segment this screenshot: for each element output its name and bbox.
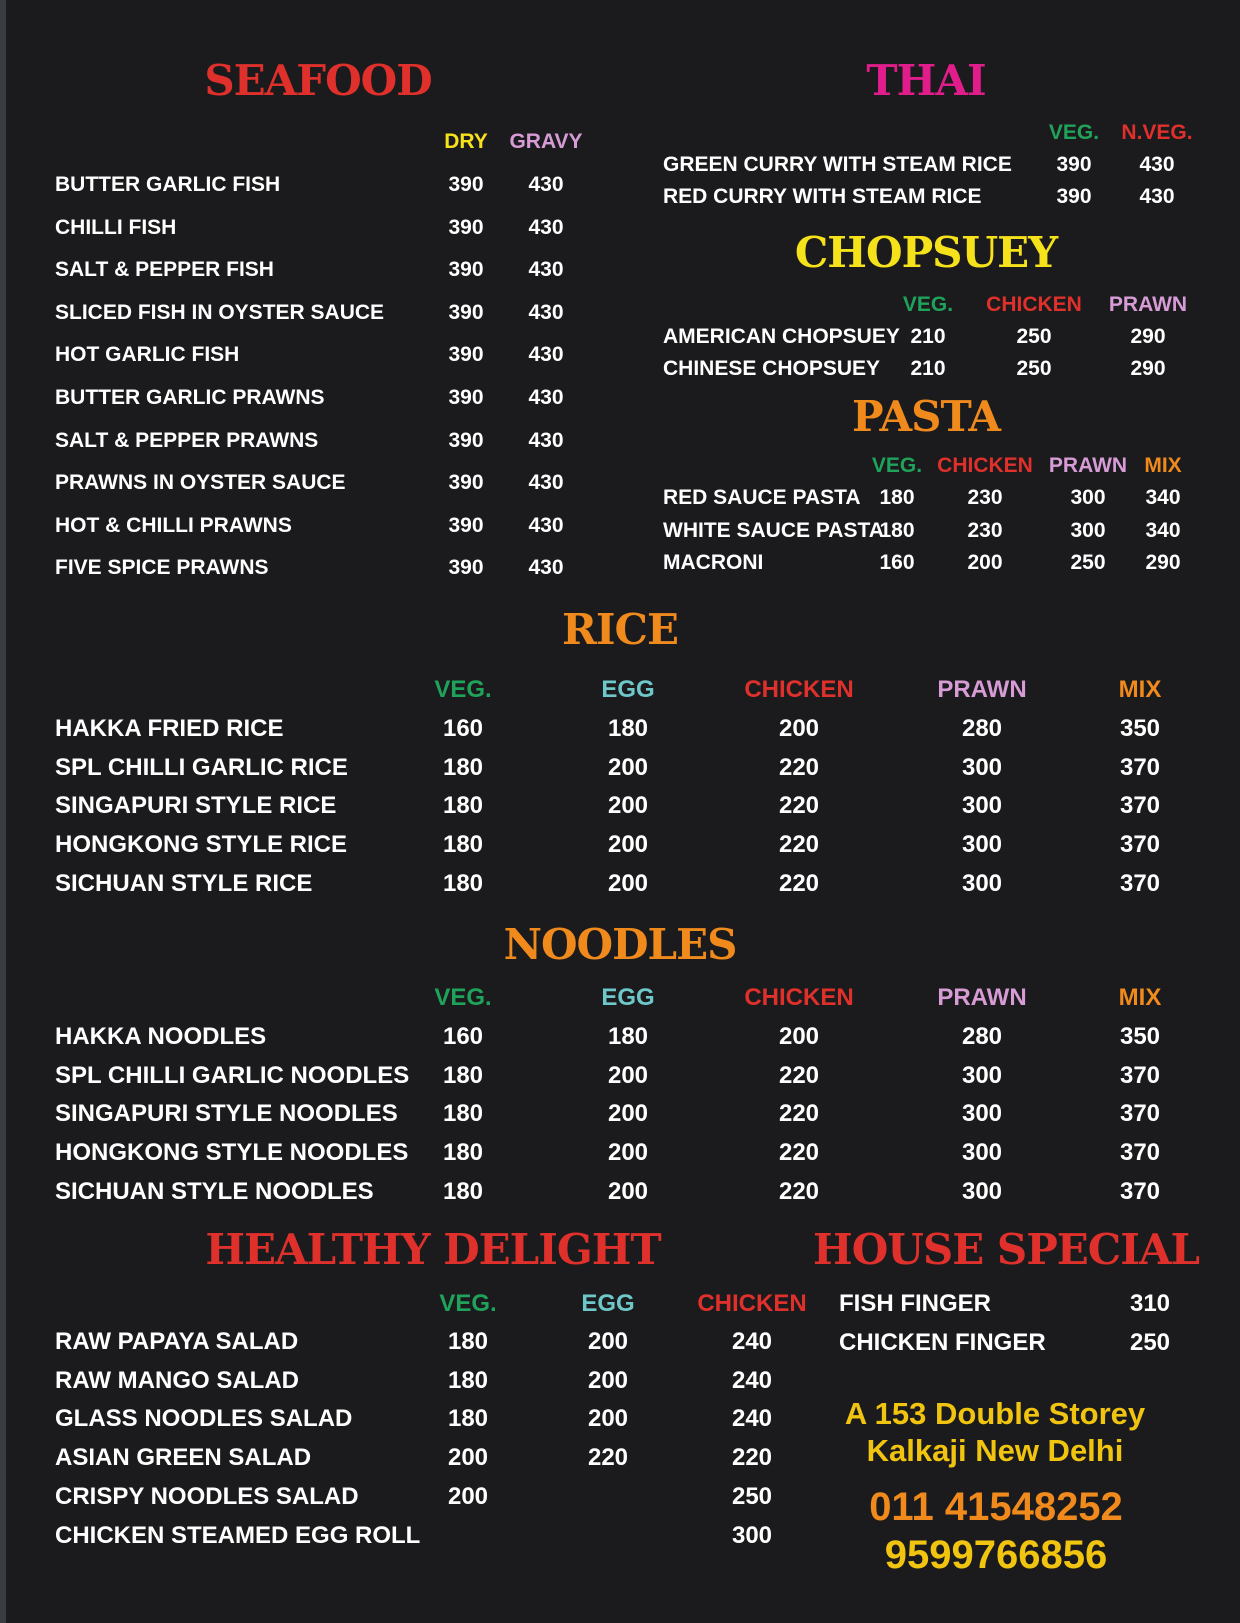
house-item-price: 310 (1129, 1290, 1171, 1317)
noodles-item-name: HONGKONG STYLE NOODLES (55, 1139, 409, 1167)
healthy-item-name: RAW MANGO SALAD (55, 1366, 299, 1394)
seafood-item-price: 430 (528, 215, 564, 239)
rice-item-price: 200 (607, 869, 649, 897)
seafood-item-price: 390 (448, 258, 484, 282)
noodles-column-header: CHICKEN (744, 984, 854, 1011)
thai-title: THAI (866, 56, 986, 105)
seafood-item-name: CHILLI FISH (55, 215, 177, 239)
healthy-item-price: 240 (731, 1328, 773, 1355)
noodles-item-price: 370 (1119, 1139, 1161, 1167)
seafood-item-name: BUTTER GARLIC PRAWNS (55, 386, 325, 409)
rice-item-price: 200 (778, 715, 820, 742)
healthy-item-price: 180 (447, 1366, 489, 1394)
rice-item-price: 280 (961, 715, 1003, 742)
rice-item-price: 300 (961, 792, 1003, 820)
seafood-item-price: 390 (448, 343, 484, 367)
pasta-item-price: 180 (879, 518, 915, 542)
noodles-item-name: SICHUAN STYLE NOODLES (55, 1177, 374, 1205)
seafood-item-price: 430 (528, 428, 564, 452)
seafood-item-name: HOT & CHILLI PRAWNS (55, 513, 292, 537)
seafood-item-price: 390 (448, 428, 484, 452)
seafood-item-price: 430 (528, 173, 564, 196)
seafood-column-header: DRY (444, 130, 488, 153)
noodles-item-price: 370 (1119, 1177, 1161, 1205)
seafood-item-name: SLICED FISH IN OYSTER SAUCE (55, 300, 385, 324)
healthy-column-header: CHICKEN (697, 1290, 807, 1317)
chopsuey-item-price: 210 (910, 325, 946, 348)
rice-item-price: 180 (442, 792, 484, 820)
house-item-name: FISH FINGER (839, 1290, 992, 1317)
rice-column-header: VEG. (434, 676, 492, 703)
seafood-item-price: 430 (528, 513, 564, 537)
chopsuey-item-price: 250 (1016, 357, 1052, 380)
rice-item-name: HONGKONG STYLE RICE (55, 831, 348, 859)
chopsuey-column-header: PRAWN (1108, 293, 1188, 316)
noodles-item-price: 200 (607, 1100, 649, 1128)
noodles-item-price: 180 (442, 1100, 484, 1128)
healthy-item-name: ASIAN GREEN SALAD (55, 1444, 312, 1472)
seafood-item-price: 390 (448, 215, 484, 239)
rice-column-header: CHICKEN (744, 676, 854, 703)
chopsuey-item-price: 290 (1130, 357, 1166, 380)
pasta-column-header: MIX (1144, 454, 1182, 477)
house-title: HOUSE SPECIAL (813, 1225, 1199, 1274)
pasta-item-price: 290 (1145, 551, 1181, 574)
noodles-title: NOODLES (503, 920, 737, 969)
house-item-name: CHICKEN FINGER (839, 1328, 1046, 1356)
healthy-item-name: GLASS NOODLES SALAD (55, 1405, 353, 1433)
chopsuey-item-name: CHINESE CHOPSUEY (663, 357, 881, 380)
seafood-item-price: 430 (528, 258, 564, 282)
healthy-item-price: 240 (731, 1405, 773, 1433)
pasta-item-name: WHITE SAUCE PASTA (663, 518, 884, 542)
pasta-item-price: 300 (1070, 518, 1106, 542)
rice-item-price: 200 (607, 831, 649, 859)
rice-item-price: 180 (442, 831, 484, 859)
noodles-column-header: EGG (601, 984, 655, 1011)
seafood-item-name: HOT GARLIC FISH (55, 343, 240, 367)
rice-item-price: 350 (1119, 715, 1161, 742)
rice-column-header: MIX (1118, 676, 1162, 703)
left-edge-border (0, 0, 6, 1623)
rice-item-price: 300 (961, 831, 1003, 859)
noodles-item-price: 220 (778, 1061, 820, 1089)
healthy-item-price: 240 (731, 1366, 773, 1394)
pasta-item-price: 340 (1145, 486, 1181, 509)
noodles-column-header: PRAWN (937, 984, 1027, 1011)
thai-item-name: RED CURRY WITH STEAM RICE (663, 185, 982, 208)
rice-item-price: 220 (778, 869, 820, 897)
seafood-item-price: 390 (448, 471, 484, 495)
chopsuey-title: CHOPSUEY (794, 228, 1058, 277)
noodles-item-name: HAKKA NOODLES (55, 1023, 267, 1050)
seafood-title: SEAFOOD (204, 56, 432, 105)
healthy-item-price: 180 (447, 1328, 489, 1355)
chopsuey-column-header: VEG. (902, 293, 954, 316)
chopsuey-column-header: CHICKEN (986, 293, 1082, 316)
pasta-column-header: VEG. (871, 454, 923, 477)
noodles-item-price: 300 (961, 1061, 1003, 1089)
seafood-item-price: 390 (448, 556, 484, 580)
rice-title: RICE (562, 605, 678, 654)
noodles-item-price: 280 (961, 1023, 1003, 1050)
healthy-item-price: 220 (731, 1444, 773, 1472)
rice-column-header: PRAWN (937, 676, 1027, 703)
thai-item-price: 390 (1056, 185, 1092, 208)
thai-item-price: 390 (1056, 153, 1092, 176)
rice-item-price: 220 (778, 792, 820, 820)
pasta-item-price: 230 (967, 518, 1003, 542)
rice-item-price: 160 (442, 715, 484, 742)
healthy-item-name: CRISPY NOODLES SALAD (55, 1482, 359, 1510)
pasta-item-price: 180 (879, 486, 915, 509)
chopsuey-item-price: 290 (1130, 325, 1166, 348)
rice-item-price: 370 (1119, 831, 1161, 859)
healthy-title: HEALTHY DELIGHT (205, 1225, 661, 1274)
noodles-item-price: 160 (442, 1023, 484, 1050)
healthy-item-price: 250 (731, 1482, 773, 1510)
healthy-column-header: VEG. (439, 1290, 497, 1317)
seafood-item-name: BUTTER GARLIC FISH (55, 173, 281, 196)
seafood-item-name: FIVE SPICE PRAWNS (55, 556, 269, 580)
noodles-item-price: 370 (1119, 1061, 1161, 1089)
pasta-column-header: PRAWN (1048, 454, 1128, 477)
healthy-item-price: 200 (447, 1482, 489, 1510)
rice-column-header: EGG (601, 676, 655, 703)
noodles-item-name: SPL CHILLI GARLIC NOODLES (55, 1061, 410, 1089)
seafood-item-price: 430 (528, 556, 564, 580)
rice-item-price: 300 (961, 753, 1003, 781)
rice-item-price: 200 (607, 792, 649, 820)
house-item-price: 250 (1129, 1328, 1171, 1356)
noodles-item-price: 200 (607, 1061, 649, 1089)
healthy-item-price: 200 (587, 1405, 629, 1433)
pasta-item-name: RED SAUCE PASTA (663, 486, 861, 509)
thai-column-header: VEG. (1048, 121, 1100, 144)
seafood-item-price: 430 (528, 343, 564, 367)
address-line-1: A 153 Double Storey (844, 1396, 1146, 1431)
rice-item-price: 200 (607, 753, 649, 781)
chopsuey-item-name: AMERICAN CHOPSUEY (663, 325, 900, 348)
chopsuey-item-price: 250 (1016, 325, 1052, 348)
phone-number-1: 011 41548252 (869, 1485, 1123, 1529)
rice-item-name: SICHUAN STYLE RICE (55, 869, 313, 897)
seafood-column-header: GRAVY (509, 130, 583, 153)
thai-item-name: GREEN CURRY WITH STEAM RICE (663, 153, 1012, 176)
address-line-2: Kalkaji New Delhi (866, 1433, 1124, 1468)
pasta-item-price: 200 (967, 551, 1003, 574)
noodles-item-price: 200 (778, 1023, 820, 1050)
noodles-column-header: VEG. (434, 984, 492, 1011)
noodles-item-name: SINGAPURI STYLE NOODLES (55, 1100, 398, 1128)
noodles-item-price: 220 (778, 1100, 820, 1128)
noodles-item-price: 220 (778, 1177, 820, 1205)
pasta-item-name: MACRONI (663, 551, 764, 574)
noodles-item-price: 300 (961, 1139, 1003, 1167)
rice-item-price: 370 (1119, 869, 1161, 897)
rice-item-price: 220 (778, 753, 820, 781)
healthy-item-price: 220 (587, 1444, 629, 1472)
pasta-column-header: CHICKEN (937, 454, 1033, 477)
pasta-item-price: 250 (1070, 551, 1106, 574)
seafood-item-name: PRAWNS IN OYSTER SAUCE (55, 471, 346, 495)
noodles-item-price: 370 (1119, 1100, 1161, 1128)
healthy-item-name: CHICKEN STEAMED EGG ROLL (55, 1521, 421, 1549)
seafood-item-price: 390 (448, 513, 484, 537)
noodles-item-price: 200 (607, 1177, 649, 1205)
noodles-item-price: 180 (442, 1177, 484, 1205)
pasta-item-price: 300 (1070, 486, 1106, 509)
noodles-item-price: 200 (607, 1139, 649, 1167)
pasta-item-price: 160 (879, 551, 915, 574)
healthy-item-price: 200 (587, 1328, 629, 1355)
thai-item-price: 430 (1139, 185, 1175, 208)
rice-item-price: 220 (778, 831, 820, 859)
seafood-item-price: 430 (528, 386, 564, 409)
seafood-item-price: 390 (448, 300, 484, 324)
seafood-item-price: 390 (448, 386, 484, 409)
thai-column-header: N.VEG. (1121, 121, 1193, 144)
seafood-item-name: SALT & PEPPER FISH (55, 258, 274, 282)
healthy-item-name: RAW PAPAYA SALAD (55, 1328, 299, 1355)
thai-item-price: 430 (1139, 153, 1175, 176)
noodles-column-header: MIX (1118, 984, 1162, 1011)
healthy-item-price: 200 (447, 1444, 489, 1472)
pasta-item-price: 230 (967, 486, 1003, 509)
noodles-item-price: 180 (442, 1139, 484, 1167)
chopsuey-item-price: 210 (910, 357, 946, 380)
phone-number-2: 9599766856 (884, 1533, 1108, 1577)
noodles-item-price: 300 (961, 1177, 1003, 1205)
noodles-item-price: 300 (961, 1100, 1003, 1128)
noodles-item-price: 180 (442, 1061, 484, 1089)
rice-item-price: 370 (1119, 792, 1161, 820)
noodles-item-price: 180 (607, 1023, 649, 1050)
pasta-title: PASTA (852, 392, 1000, 441)
rice-item-price: 300 (961, 869, 1003, 897)
noodles-item-price: 350 (1119, 1023, 1161, 1050)
noodles-item-price: 220 (778, 1139, 820, 1167)
healthy-item-price: 300 (731, 1521, 773, 1549)
rice-item-price: 180 (442, 753, 484, 781)
rice-item-price: 180 (442, 869, 484, 897)
seafood-item-price: 390 (448, 173, 484, 196)
rice-item-price: 370 (1119, 753, 1161, 781)
seafood-item-name: SALT & PEPPER PRAWNS (55, 428, 319, 452)
seafood-item-price: 430 (528, 300, 564, 324)
rice-item-name: HAKKA FRIED RICE (55, 715, 284, 742)
healthy-column-header: EGG (581, 1290, 635, 1317)
rice-item-name: SPL CHILLI GARLIC RICE (55, 753, 348, 781)
pasta-item-price: 340 (1145, 518, 1181, 542)
seafood-item-price: 430 (528, 471, 564, 495)
healthy-item-price: 200 (587, 1366, 629, 1394)
healthy-item-price: 180 (447, 1405, 489, 1433)
rice-item-price: 180 (607, 715, 649, 742)
rice-item-name: SINGAPURI STYLE RICE (55, 792, 337, 820)
